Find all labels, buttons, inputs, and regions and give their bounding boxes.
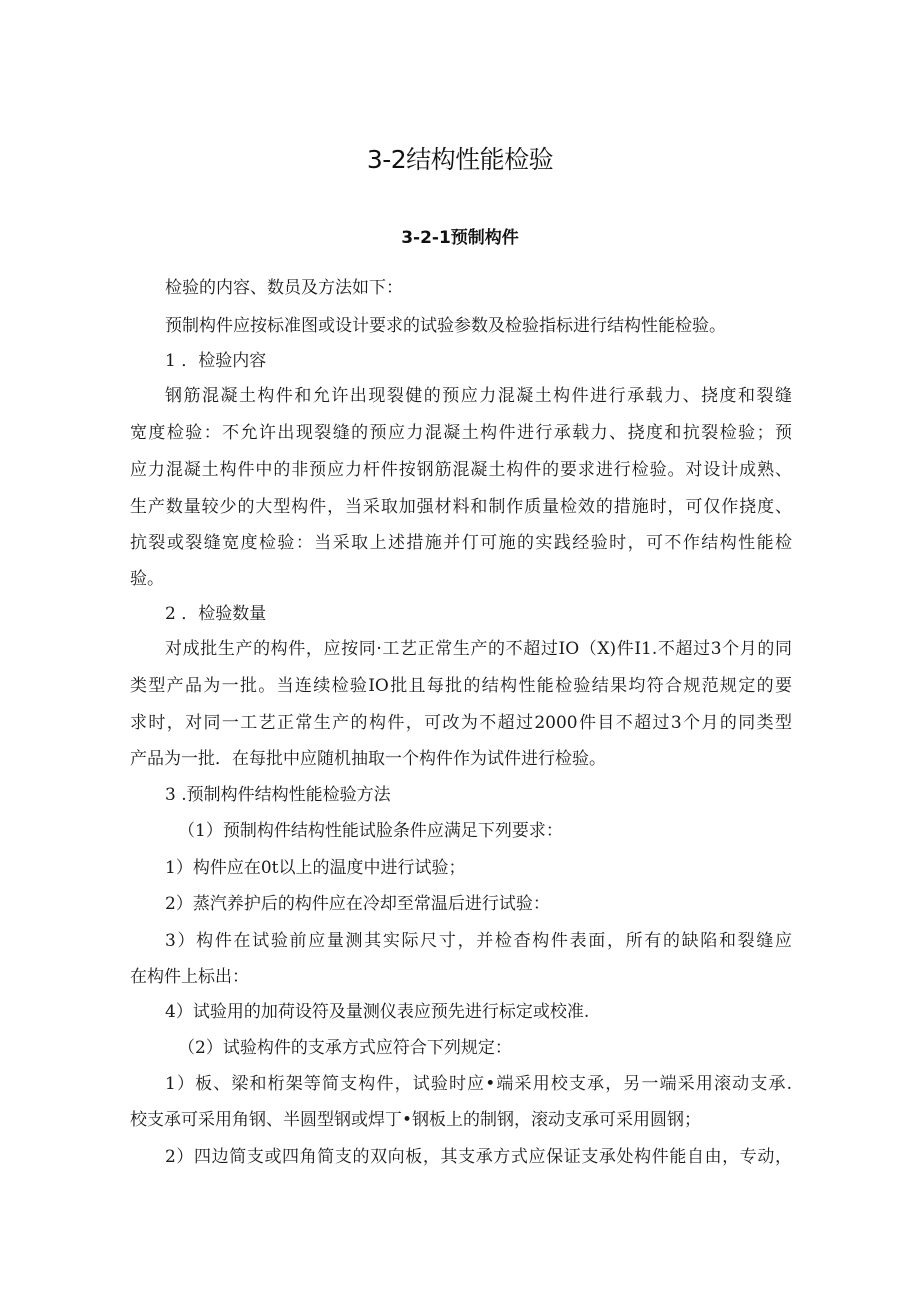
list-item: （1）预制构件结构性能试脸条件应满足下列要求： xyxy=(178,821,563,841)
list-heading: 1 ．检验内容 xyxy=(165,351,267,371)
list-item: （2）试验构件的支承方式应符合下列规定： xyxy=(178,1038,512,1058)
paragraph-line: 生产数量较少的大型构件，当采取加强材料和制作质量检效的措施时，可仅作挠度、 xyxy=(130,497,792,517)
list-item: 2）蒸汽养护后的构件应在冷却至常温后进行试验： xyxy=(165,894,550,914)
paragraph-line: 校支承可采用角钢、半圆型钢或焊丁•钢板上的制钢，滚动支承可采用圆钢； xyxy=(130,1110,702,1130)
list-item: 2）四边简支或四角简支的双向板，其支承方式应保证支承处构件能自由，专动， xyxy=(165,1147,792,1167)
paragraph-line: 抗裂或裂缝宽度检验：当采取上述措施并仃可施的实践经验时，可不作结构性能检 xyxy=(130,533,792,553)
paragraph-line: 产品为一批．在每批中应随机抽取一个构件作为试件进行检验。 xyxy=(130,749,606,769)
paragraph-line: 在构件上标出： xyxy=(130,967,249,987)
paragraph-line: 宽度检验：不允许出现裂缝的预应力混凝土构件进行承载力、挠度和抗裂检验；预 xyxy=(130,423,792,443)
list-heading: 2 ．检验数量 xyxy=(165,604,267,624)
paragraph-line: 验。 xyxy=(130,569,164,589)
paragraph-line: 钢筋混凝土构件和允许出现裂健的预应力混凝土构件进行承载力、挠度和裂缝 xyxy=(165,386,792,406)
paragraph-line: 类型产品为一批。当连续检验IO批且每批的结构性能检验结果均符合规范规定的要 xyxy=(130,676,792,696)
list-item: 1）构件应在0t以上的温度中进行试验； xyxy=(165,858,466,878)
list-item: 4）试验用的加荷设符及量测仪表应预先进行标定或校准. xyxy=(165,1002,590,1022)
page-title: 3-2结构性能检验 xyxy=(366,145,554,174)
list-item: 1）板、梁和桁架等简支构件，试验时应•端采用校支承，另一端采用滚动支承. xyxy=(165,1074,792,1094)
list-heading: 3 .预制构件结构性能检验方法 xyxy=(165,785,391,805)
section-heading: 3-2-1预制构件 xyxy=(401,228,519,248)
list-item: 3）构件在试验前应量测其实际尺寸，并检杳构件表面，所有的缺陷和裂缝应 xyxy=(165,931,792,951)
paragraph-line: 预制构件应按标准图或设计要求的试验参数及检验指标进行结构性能检验。 xyxy=(165,316,726,336)
paragraph-line: 检验的内容、数员及方法如下： xyxy=(165,278,403,298)
paragraph-line: 求时，对同一工艺正常生产的构件，可改为不超过2000件目不超过3个月的同类型 xyxy=(130,713,792,733)
paragraph-line: 对成批生产的构件，应按同·工艺正常生产的不超过IO（X)件I1.不超过3个月的同 xyxy=(165,639,792,659)
paragraph-line: 应力混凝土构件中的非预应力杆件按钢筋混凝土构件的要求进行检验。对设计成熟、 xyxy=(130,460,792,480)
